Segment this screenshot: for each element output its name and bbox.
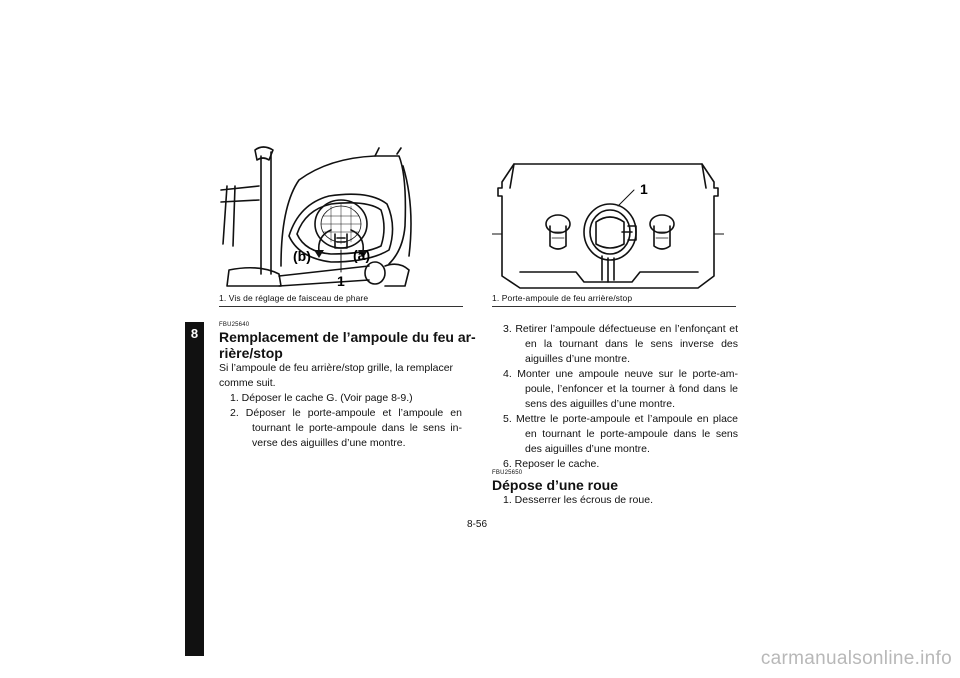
section-title: Dépose d’une roue [492, 477, 619, 493]
step-4: 4. Monter une ampoule neuve sur le porte-am-poule, l’enfoncer et la tourner à fond dans le sens des aiguilles d’une montre. [503, 368, 738, 410]
section-title-line-2: rière/stop [219, 345, 283, 361]
chapter-tab [185, 322, 204, 656]
headlight-illustration [219, 146, 449, 288]
step-6: 6. Reposer le cache. [503, 458, 600, 470]
section-code: FBU25650 [492, 470, 523, 476]
figure-caption: 1. Vis de réglage de faisceau de phare [219, 293, 369, 303]
page-number: 8-56 [467, 519, 488, 530]
bulb-holder-figure [492, 148, 724, 292]
arrow-label-a: (a) [353, 247, 371, 263]
step-2: 2. Déposer le porte-ampoule et l’ampoule en tournant le porte-ampoule dans le sens in-verse des aiguilles d’une montre. [230, 407, 462, 449]
intro-text-line-2: comme suit. [219, 377, 276, 389]
step-5: 5. Mettre le porte-ampoule et l’ampoule en place en tournant le porte-ampoule dans le sens des aiguilles d’une montre. [503, 413, 738, 455]
site-watermark: carmanualsonline.info [760, 648, 952, 669]
step-1: 1. Déposer le cache G. (Voir page 8-9.) [230, 392, 413, 404]
bulb-holder-illustration [492, 148, 724, 292]
step-3: 3. Retirer l’ampoule défectueuse en l’enfonçant et en la tournant dans le sens inverse des aiguilles d’une montre. [503, 323, 738, 365]
headlight-adjustment-figure [219, 146, 449, 288]
callout-number: 1 [640, 181, 648, 197]
figure-caption: 1. Porte-ampoule de feu arrière/stop [492, 293, 633, 303]
caption-divider [492, 306, 736, 307]
caption-divider [219, 306, 463, 307]
section-title-line-1: Remplacement de l’ampoule du feu ar- [219, 329, 476, 345]
arrow-label-b: (b) [293, 248, 311, 264]
step-1: 1. Desserrer les écrous de roue. [503, 494, 653, 506]
chapter-number: 8 [190, 326, 199, 341]
section-code: FBU25640 [219, 322, 250, 328]
intro-text-line-1: Si l’ampoule de feu arrière/stop grille, la remplacer [219, 362, 454, 374]
callout-number: 1 [337, 273, 345, 288]
